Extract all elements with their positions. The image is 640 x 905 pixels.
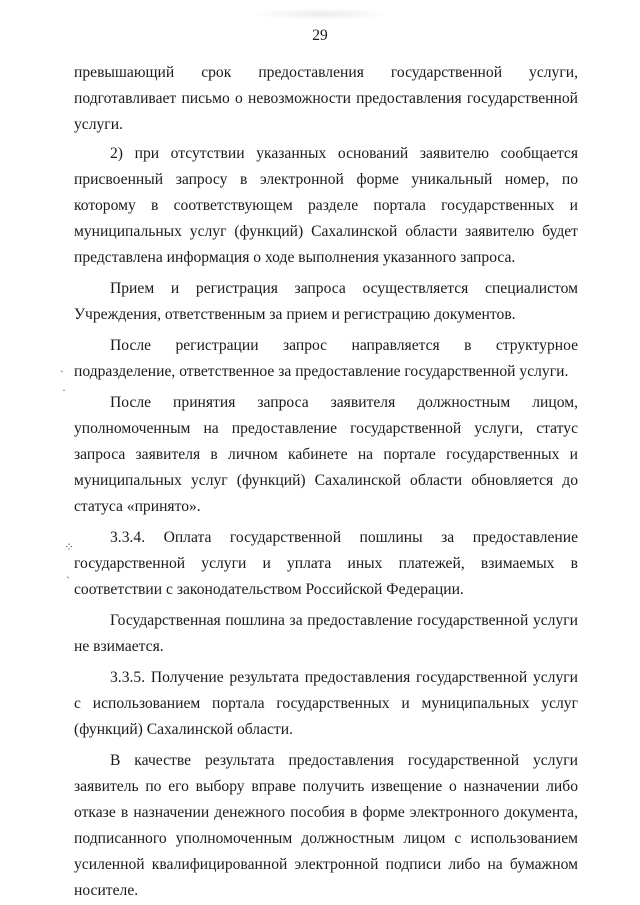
page-number: 29: [312, 27, 328, 44]
margin-mark: ˏ: [60, 359, 64, 373]
margin-mark: ⁘: [64, 540, 75, 554]
paragraph-after-acceptance: После принятия запроса заявителя должностным лицом, уполномоченным на предоставление государственной услуги, статус запроса заявителя в личном кабинете на портале государственных и муниципальных услуг (функций) Сахалинской области обновляется до статуса «принято».: [74, 394, 578, 515]
paragraph-item-2: 2) при отсутствии указанных оснований заявителю сообщается присвоенный запросу в электронной форме уникальный номер, по которому в соответствующем разделе портала государственных и муниципальных услуг (функций) Сахалинской области заявителю будет представлена информация о ходе выполнения указанного запроса.: [74, 145, 578, 266]
scan-smudge: [252, 8, 392, 20]
paragraph-result: В качестве результата предоставления государственной услуги заявитель по его выбору вправе получить извещение о назначении либо отказе в назначении денежного пособия в форме электронного документа, подписанного уполномоченным должностным лицом с использованием усиленной квалифицированной электронной подписи либо на бумажном носителе.: [74, 752, 578, 899]
margin-mark: ·: [62, 383, 66, 397]
paragraph-after-registration: После регистрации запрос направляется в структурное подразделение, ответственное за предоставление государственной услуги.: [74, 337, 578, 380]
paragraph-section-3-3-4: 3.3.4. Оплата государственной пошлины за предоставление государственной услуги и уплата иных платежей, взимаемых в соответствии с законодательством Российской Федерации.: [74, 529, 578, 598]
paragraph-continuation: превышающий срок предоставления государственной услуги, подготавливает письмо о невозможности предоставления государственной услуги.: [74, 64, 578, 133]
paragraph-reception: Прием и регистрация запроса осуществляется специалистом Учреждения, ответственным за прием и регистрацию документов.: [74, 280, 578, 323]
paragraph-state-duty: Государственная пошлина за предоставление государственной услуги не взимается.: [74, 612, 578, 655]
margin-mark: ˎ: [66, 565, 70, 579]
document-body: [74, 60, 578, 904]
paragraph-section-3-3-5: 3.3.5. Получение результата предоставления государственной услуги с использованием портала государственных и муниципальных услуг (функций) Сахалинской области.: [74, 669, 578, 738]
